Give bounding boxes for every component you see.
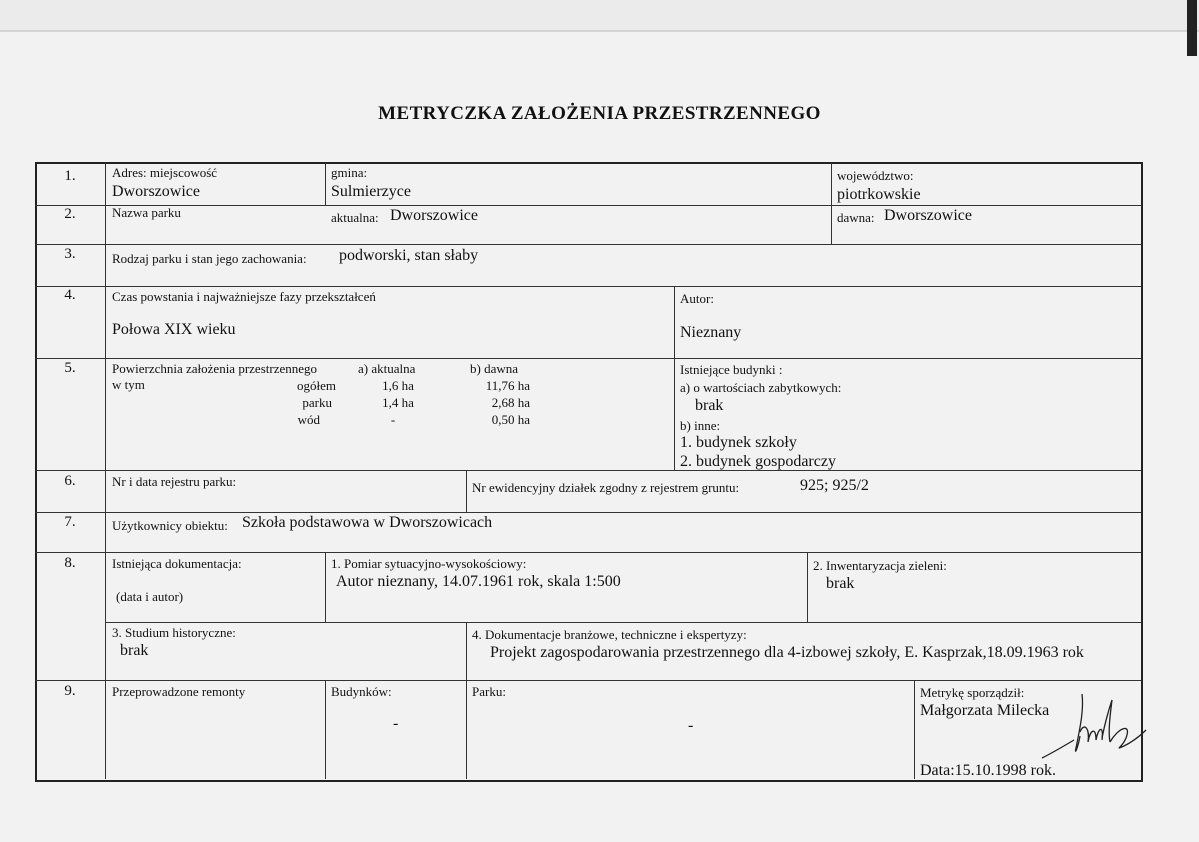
area-col-b-header: b) dawna (470, 361, 519, 376)
origin-value: Połowa XIX wieku (112, 321, 236, 338)
other-building-item: 2. budynek gospodarczy (680, 453, 836, 470)
scan-edge-line (0, 30, 1199, 32)
plots-label: Nr ewidencyjny działek zgodny z rejestrem gruntu: (472, 480, 740, 495)
building-repairs-value: - (393, 715, 399, 732)
park-repairs-label: Parku: (472, 684, 506, 699)
gmina-label: gmina: (331, 165, 368, 180)
area-row-label: ogółem (297, 378, 336, 393)
park-type-label: Rodzaj parku i stan jego zachowania: (112, 251, 307, 266)
documentation-sub-label: (data i autor) (116, 589, 184, 604)
documentation-label: Istniejąca dokumentacja: (112, 556, 242, 571)
number-column-divider (105, 163, 106, 779)
building-repairs-label: Budynków: (331, 684, 392, 699)
current-name-value: Dworszowice (390, 207, 478, 224)
row-number: 5. (64, 360, 76, 376)
history-study-label: 3. Studium historyczne: (112, 625, 236, 640)
row-divider (35, 470, 1141, 471)
cell-divider (674, 286, 675, 470)
area-row-label: parku (302, 395, 332, 410)
park-name-label: Nazwa parku (112, 205, 181, 220)
row-number: 8. (64, 555, 76, 571)
survey-value: Autor nieznany, 14.07.1961 rok, skala 1:500 (336, 573, 621, 590)
area-including-label: w tym (112, 377, 145, 392)
row-divider (35, 358, 1141, 359)
row-divider (105, 622, 1141, 623)
expert-docs-label: 4. Dokumentacje branżowe, techniczne i ekspertyzy: (472, 627, 747, 642)
former-name-label: dawna: (837, 210, 875, 225)
scan-corner-mark (1187, 0, 1197, 56)
park-type-value: podworski, stan słaby (339, 247, 479, 264)
row-divider (35, 512, 1141, 513)
cell-divider (914, 680, 915, 779)
area-row-former: 0,50 ha (491, 412, 530, 427)
greenery-value: brak (826, 575, 855, 592)
author-label: Autor: (680, 291, 714, 306)
area-label: Powierzchnia założenia przestrzennego (112, 361, 318, 376)
area-row-label: wód (297, 412, 320, 427)
area-row-current: - (390, 412, 396, 427)
cell-divider (325, 680, 326, 779)
prepared-by-label: Metrykę sporządził: (920, 685, 1025, 700)
voivodeship-value: piotrkowskie (837, 186, 921, 203)
prepared-by-value: Małgorzata Milecka (920, 702, 1050, 719)
row-divider (35, 205, 1141, 206)
row-number: 6. (64, 473, 76, 489)
row-number: 1. (64, 168, 76, 184)
row-divider (35, 680, 1141, 681)
cell-divider (325, 163, 326, 205)
area-row-current: 1,6 ha (382, 378, 414, 393)
area-row-current: 1,4 ha (382, 395, 414, 410)
voivodeship-label: województwo: (837, 168, 914, 183)
date-value: Data:15.10.1998 rok. (920, 762, 1056, 779)
cell-divider (466, 622, 467, 779)
plots-value: 925; 925/2 (800, 477, 869, 494)
other-buildings-label: b) inne: (680, 418, 721, 433)
area-col-a-header: a) aktualna (358, 361, 416, 376)
address-label: Adres: miejscowość (112, 165, 218, 180)
heritage-buildings-label: a) o wartościach zabytkowych: (680, 380, 842, 395)
register-label: Nr i data rejestru parku: (112, 474, 237, 489)
cell-divider (831, 163, 832, 244)
cell-divider (325, 552, 326, 622)
row-number: 9. (64, 683, 76, 699)
survey-label: 1. Pomiar sytuacyjno-wysokościowy: (331, 556, 527, 571)
row-number: 2. (64, 206, 76, 222)
history-study-value: brak (120, 642, 149, 659)
greenery-label: 2. Inwentaryzacja zieleni: (813, 558, 947, 573)
author-value: Nieznany (680, 324, 742, 341)
area-row-former: 11,76 ha (485, 378, 530, 393)
current-name-label: aktualna: (331, 210, 379, 225)
users-label: Użytkownicy obiektu: (112, 518, 228, 533)
row-number: 7. (64, 514, 76, 530)
former-name-value: Dworszowice (884, 207, 972, 224)
scan-top-band (0, 0, 1199, 30)
row-divider (35, 244, 1141, 245)
row-number: 4. (64, 287, 76, 303)
area-row-former: 2,68 ha (491, 395, 530, 410)
repairs-label: Przeprowadzone remonty (112, 684, 246, 699)
row-number: 3. (64, 246, 76, 262)
document-title: METRYCZKA ZAŁOŻENIA PRZESTRZENNEGO (378, 103, 821, 124)
park-repairs-value: - (688, 717, 694, 734)
users-value: Szkoła podstawowa w Dworszowicach (242, 514, 493, 531)
existing-buildings-label: Istniejące budynki : (680, 362, 783, 377)
heritage-buildings-value: brak (695, 397, 724, 414)
address-value: Dworszowice (112, 183, 200, 200)
cell-divider (466, 470, 467, 512)
cell-divider (807, 552, 808, 622)
row-divider (35, 286, 1141, 287)
origin-label: Czas powstania i najważniejsze fazy przekształceń (112, 289, 376, 304)
gmina-value: Sulmierzyce (331, 183, 411, 200)
other-building-item: 1. budynek szkoły (680, 434, 797, 451)
signature-icon (1040, 688, 1150, 772)
expert-docs-value: Projekt zagospodarowania przestrzennego dla 4-izbowej szkoły, E. Kasprzak,18.09.1963 rok (490, 644, 1084, 661)
row-divider (35, 552, 1141, 553)
